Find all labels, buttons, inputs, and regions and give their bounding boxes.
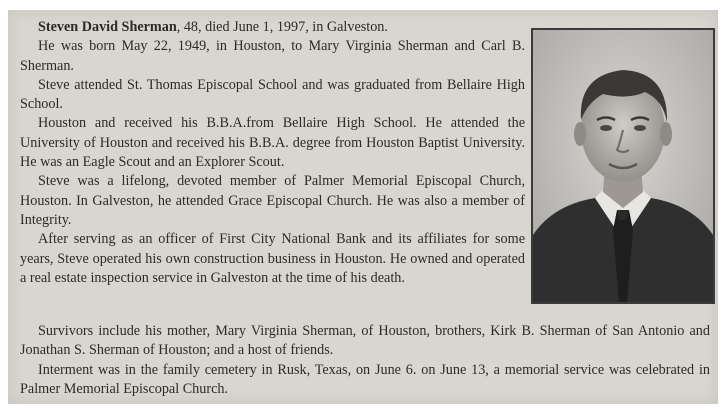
obituary-paragraph: After serving as an officer of First City National Bank and its affiliates for some years, Steve operated his own construction business in Houston. He owned and operated a real estate inspection service in Galveston at the time of his death. [20, 231, 525, 286]
obituary-paragraph: Houston and received his B.B.A.from Bellaire High School. He attended the University of Houston and received his B.B.A. degree from Houston Baptist University. He was an Eagle Scout and an Explorer Scout. [20, 115, 525, 171]
survivors-paragraph: Survivors include his mother, Mary Virginia Sherman, of Houston, brothers, Kirk B. Sherman of San Antonio and Jonathan S. Sherman of Houston; and a host of friends. [20, 323, 710, 359]
obituary-footer [20, 322, 710, 399]
obituary-paragraph: Steve was a lifelong, devoted member of Palmer Memorial Episcopal Church, Houston. In Galveston, he attended Grace Episcopal Church. He was also a member of Integrity. [20, 173, 525, 228]
opening-line: , 48, died June 1, 1997, in Galveston. [176, 19, 388, 35]
obituary-opening [20, 18, 525, 37]
portrait-image [533, 30, 713, 302]
newspaper-clipping [8, 10, 718, 404]
interment-paragraph: Interment was in the family cemetery in Rusk, Texas, on June 6. on June 13, a memorial service was celebrated in Palmer Memorial Episcopal Church. [20, 361, 710, 397]
portrait-photo [531, 28, 715, 304]
obituary-paragraph: He was born May 22, 1949, in Houston, to Mary Virginia Sherman and Carl B. Sherman. [20, 38, 525, 74]
deceased-name: Steven David Sherman [38, 19, 177, 35]
obituary-paragraph: Steve attended St. Thomas Episcopal School and was graduated from Bellaire High School. [20, 76, 525, 113]
obituary-column [20, 18, 525, 288]
